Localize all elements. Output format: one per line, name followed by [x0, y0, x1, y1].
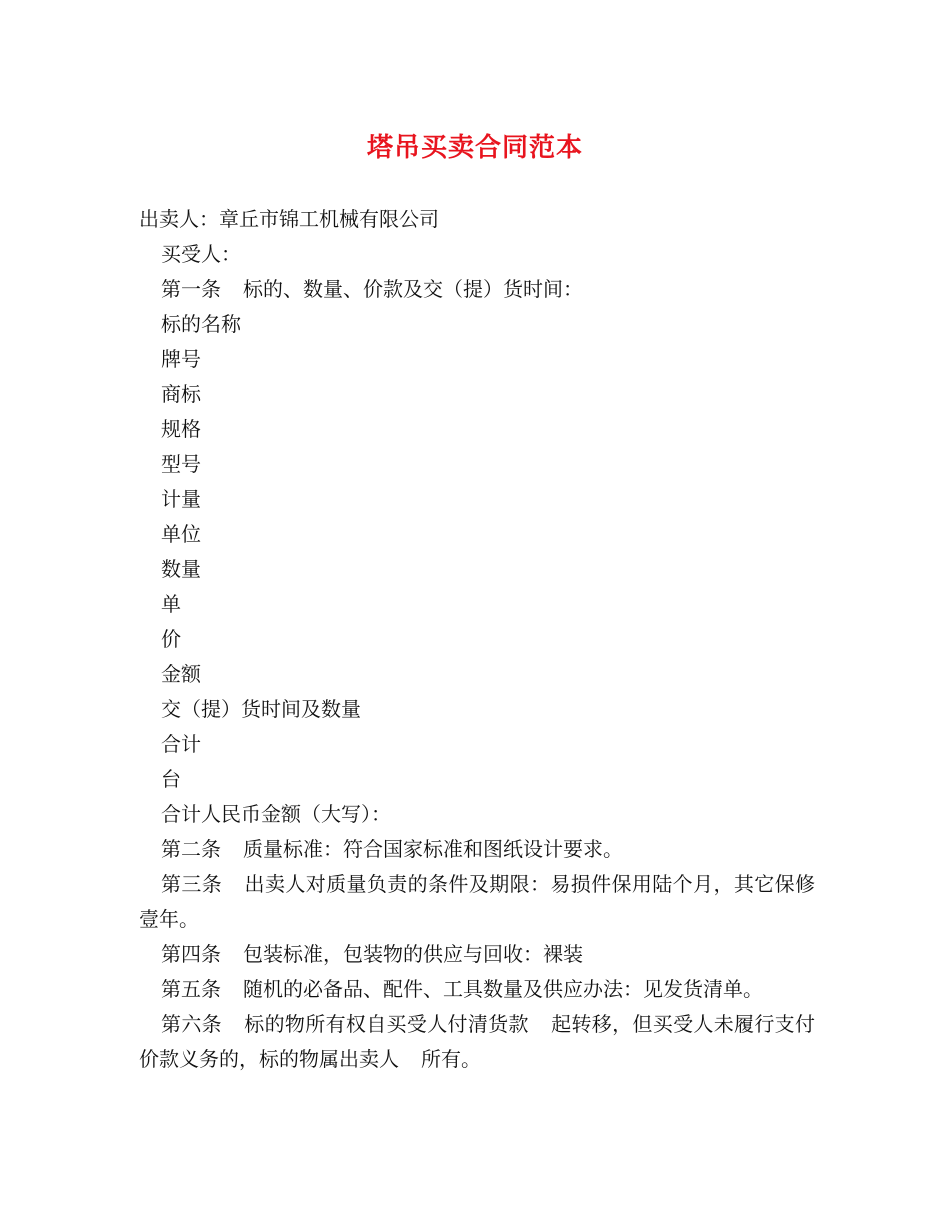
article-2-text: 质量标准：符合国家标准和图纸设计要求。	[243, 837, 623, 861]
field-item: 金额	[161, 662, 201, 686]
article-6-label: 第六条	[161, 1012, 222, 1036]
field-item: 价	[161, 627, 181, 651]
article-1-text: 标的、数量、价款及交（提）货时间：	[243, 277, 583, 301]
article-5-text: 随机的必备品、配件、工具数量及供应办法：见发货清单。	[243, 977, 763, 1001]
field-item: 计量	[161, 487, 201, 511]
article-6-text-b: 起转移，但买受人未履行支付价款义务的，标的物属出卖人	[139, 1012, 816, 1071]
field-item: 合计人民币金额（大写）：	[161, 802, 391, 826]
article-2-label: 第二条	[161, 837, 221, 861]
article-6-text-a: 标的物所有权自买受人付清货款	[243, 1012, 529, 1036]
article-3-label: 第三条	[161, 872, 223, 896]
article-6	[139, 1007, 815, 1077]
article-3	[139, 867, 815, 937]
article-4-label: 第四条	[161, 942, 221, 966]
field-item: 商标	[161, 382, 201, 406]
field-item: 标的名称	[161, 312, 241, 336]
field-item: 数量	[161, 557, 201, 581]
field-item: 单位	[161, 522, 201, 546]
field-item: 规格	[161, 417, 201, 441]
buyer-line: 买受人：	[161, 242, 241, 266]
article-5	[139, 972, 815, 1007]
field-item: 牌号	[161, 347, 201, 371]
field-item: 型号	[161, 452, 201, 476]
field-item: 交（提）货时间及数量	[161, 697, 361, 721]
document-body	[139, 202, 815, 1077]
article-5-label: 第五条	[161, 977, 221, 1001]
field-item: 单	[161, 592, 181, 616]
article-3-text: 出卖人对质量负责的条件及期限：易损件保用陆个月，其它保修壹年。	[139, 872, 816, 931]
article-4-text: 包装标准，包装物的供应与回收：裸装	[243, 942, 583, 966]
article-1	[139, 272, 815, 307]
field-item: 合计	[161, 732, 201, 756]
article-2	[139, 832, 815, 867]
field-item: 台	[161, 767, 181, 791]
seller-line: 出卖人：章丘市锦工机械有限公司	[139, 207, 439, 231]
article-4	[139, 937, 815, 972]
article-1-label: 第一条	[161, 277, 221, 301]
article-6-text-c: 所有。	[421, 1047, 481, 1071]
document-title: 塔吊买卖合同范本	[366, 133, 583, 163]
